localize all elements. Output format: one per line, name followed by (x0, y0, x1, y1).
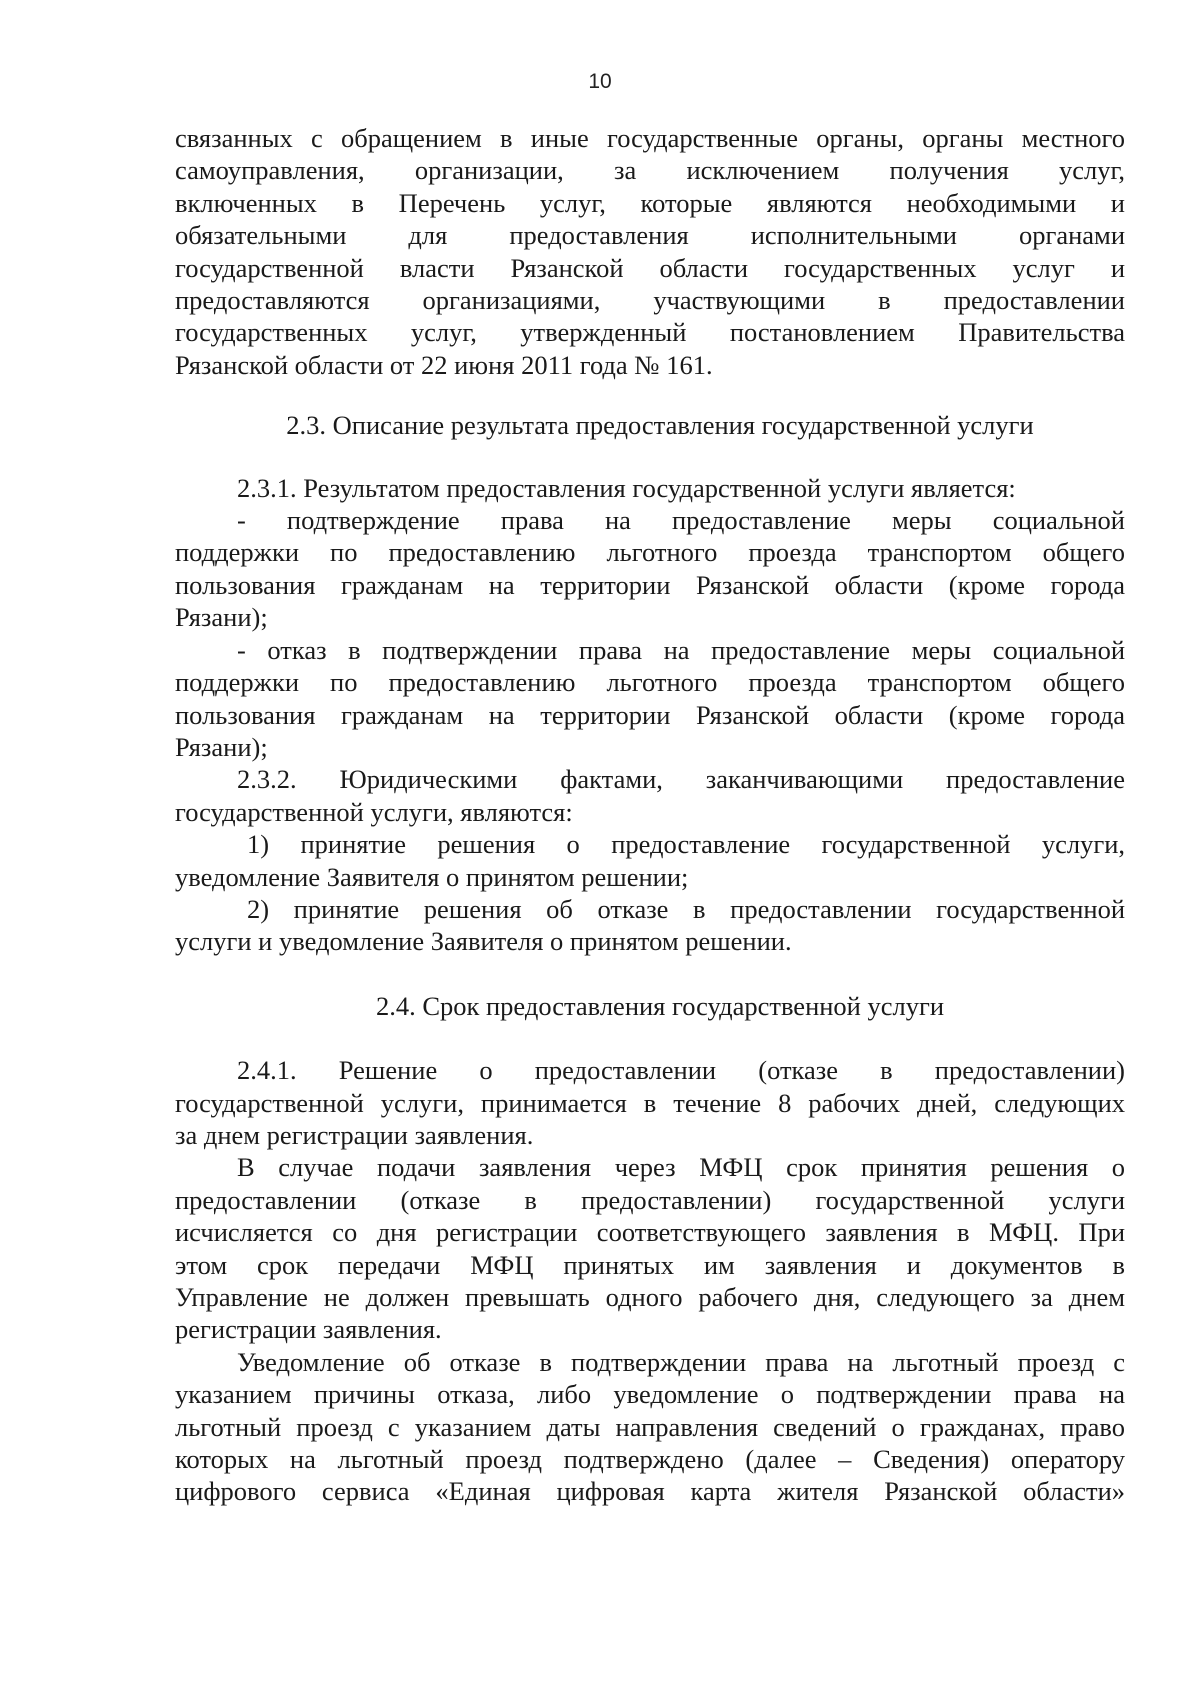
paragraph-notice (175, 1346, 1125, 1508)
text-line: за днем регистрации заявления. (175, 1119, 534, 1150)
document-body (175, 122, 1125, 1508)
text-line: этом срок передачи МФЦ принятых им заявления и документов в (175, 1249, 1125, 1280)
section-heading-2-3: 2.3. Описание результата предоставления государственной услуги (286, 410, 1034, 441)
text-line: льготный проезд с указанием даты направления сведений о гражданах, право (175, 1411, 1125, 1442)
text-line: 2.3.2. Юридическими фактами, заканчивающими предоставление (237, 764, 1125, 795)
text-line: обязательными для предоставления исполнительными органами (175, 220, 1125, 251)
text-line: пользования гражданам на территории Рязанской области (кроме города (175, 569, 1125, 600)
text-line: указанием причины отказа, либо уведомление о подтверждении права на (175, 1379, 1125, 1410)
paragraph-2-3-1 (175, 472, 1125, 504)
text-line: предоставлении (отказе в предоставлении) государственной услуги (175, 1184, 1125, 1215)
page-number: 10 (588, 70, 612, 93)
text-line: 2) принятие решения об отказе в предоставлении государственной (247, 893, 1125, 924)
paragraph-intro (175, 122, 1125, 381)
text-line: государственной услуги, являются: (175, 796, 573, 827)
text-line: государственной услуги, принимается в течение 8 рабочих дней, следующих (175, 1087, 1125, 1118)
text-line: 1) принятие решения о предоставление государственной услуги, (247, 829, 1125, 860)
paragraph-2-4-1 (175, 1054, 1125, 1151)
text-line: Рязани); (175, 731, 268, 762)
list-item-refuse (175, 634, 1125, 764)
paragraph-2-3-2 (175, 763, 1125, 828)
list-item-fact-2 (175, 893, 1125, 958)
text-line: Уведомление об отказе в подтверждении права на льготный проезд с (237, 1346, 1125, 1377)
text-line: регистрации заявления. (175, 1314, 442, 1345)
paragraph-mfc (175, 1151, 1125, 1345)
text-line: государственных услуг, утвержденный постановлением Правительства (175, 317, 1125, 348)
text-line: государственной власти Рязанской области государственных услуг и (175, 252, 1125, 283)
text-line: поддержки по предоставлению льготного проезда транспортом общего (175, 667, 1125, 698)
text-line: 2.4.1. Решение о предоставлении (отказе в предоставлении) (237, 1055, 1125, 1086)
text-line: которых на льготный проезд подтверждено (далее – Сведения) оператору (175, 1444, 1125, 1475)
text-line: связанных с обращением в иные государственные органы, органы местного (175, 123, 1125, 153)
text-line: - подтверждение права на предоставление меры социальной (237, 505, 1125, 536)
text-line: поддержки по предоставлению льготного проезда транспортом общего (175, 537, 1125, 568)
text-line: Рязани); (175, 602, 268, 633)
text-line: самоуправления, организации, за исключением получения услуг, (175, 155, 1125, 186)
list-item-fact-1 (175, 828, 1125, 893)
text-line: 2.3.1. Результатом предоставления государственной услуги является: (237, 472, 1016, 503)
text-line: Управление не должен превышать одного рабочего дня, следующего за днем (175, 1282, 1125, 1312)
text-line: исчисляется со дня регистрации соответствующего заявления в МФЦ. При (175, 1217, 1125, 1248)
text-line: пользования гражданам на территории Рязанской области (кроме города (175, 699, 1125, 730)
text-line: услуги и уведомление Заявителя о принятом решении. (175, 926, 792, 957)
text-line: включенных в Перечень услуг, которые являются необходимыми и (175, 187, 1125, 218)
text-line: - отказ в подтверждении права на предоставление меры социальной (237, 634, 1125, 665)
list-item-confirm (175, 504, 1125, 634)
text-line: В случае подачи заявления через МФЦ срок принятия решения о (237, 1152, 1125, 1183)
text-line: уведомление Заявителя о принятом решении; (175, 861, 689, 892)
section-heading-2-4: 2.4. Срок предоставления государственной услуги (375, 990, 945, 1021)
text-line: предоставляются организациями, участвующими в предоставлении (175, 285, 1125, 316)
text-line: цифрового сервиса «Единая цифровая карта жителя Рязанской области» (175, 1476, 1125, 1507)
text-line: Рязанской области от 22 июня 2011 года № 161. (175, 349, 713, 380)
